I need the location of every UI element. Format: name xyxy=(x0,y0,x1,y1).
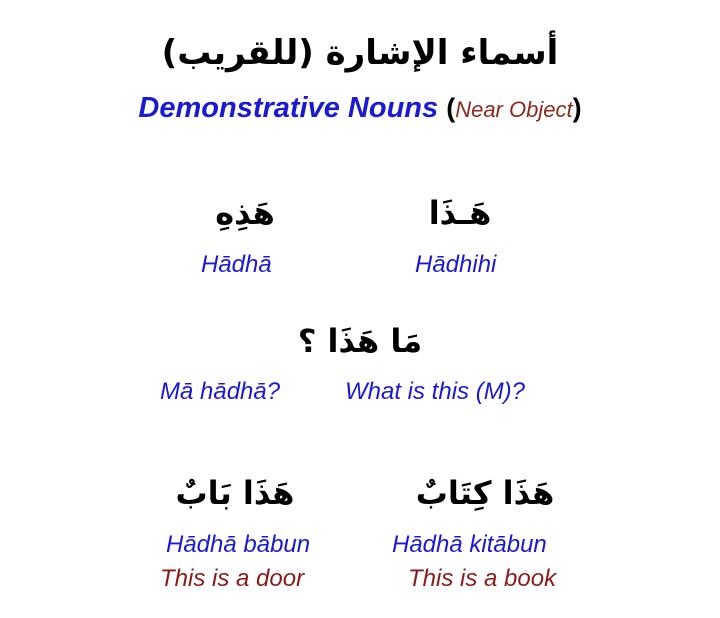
question-translit: Mā hādhā? xyxy=(160,378,281,405)
close-paren: ) xyxy=(572,93,582,123)
translit-right: Hādhihi xyxy=(415,251,497,278)
translit-left: Hādhā xyxy=(201,251,272,278)
example-door-translation: This is a door xyxy=(160,565,305,592)
example-book-translation: This is a book xyxy=(408,565,557,592)
example-door-translit: Hādhā bābun xyxy=(166,531,311,558)
arabic-question: مَا هَذَا ؟ xyxy=(297,322,423,360)
question-translation: What is this (M)? xyxy=(345,378,526,405)
arabic-hadhihi: هَذِهِ xyxy=(215,194,275,232)
arabic-example-book: هَذَا كِتَابٌ xyxy=(415,474,555,512)
arabic-example-door: هَذَا بَابٌ xyxy=(175,474,295,512)
subtitle-near-object: Near Object xyxy=(455,97,573,122)
arabic-hadha: هَـذَا xyxy=(428,194,492,232)
title-english-line xyxy=(0,88,720,130)
title-english: Demonstrative Nouns xyxy=(138,92,439,124)
example-book-translit: Hādhā kitābun xyxy=(392,531,547,558)
title-arabic: أسماء الإشارة (للقريب) xyxy=(161,33,559,73)
open-paren: ( xyxy=(446,93,456,123)
